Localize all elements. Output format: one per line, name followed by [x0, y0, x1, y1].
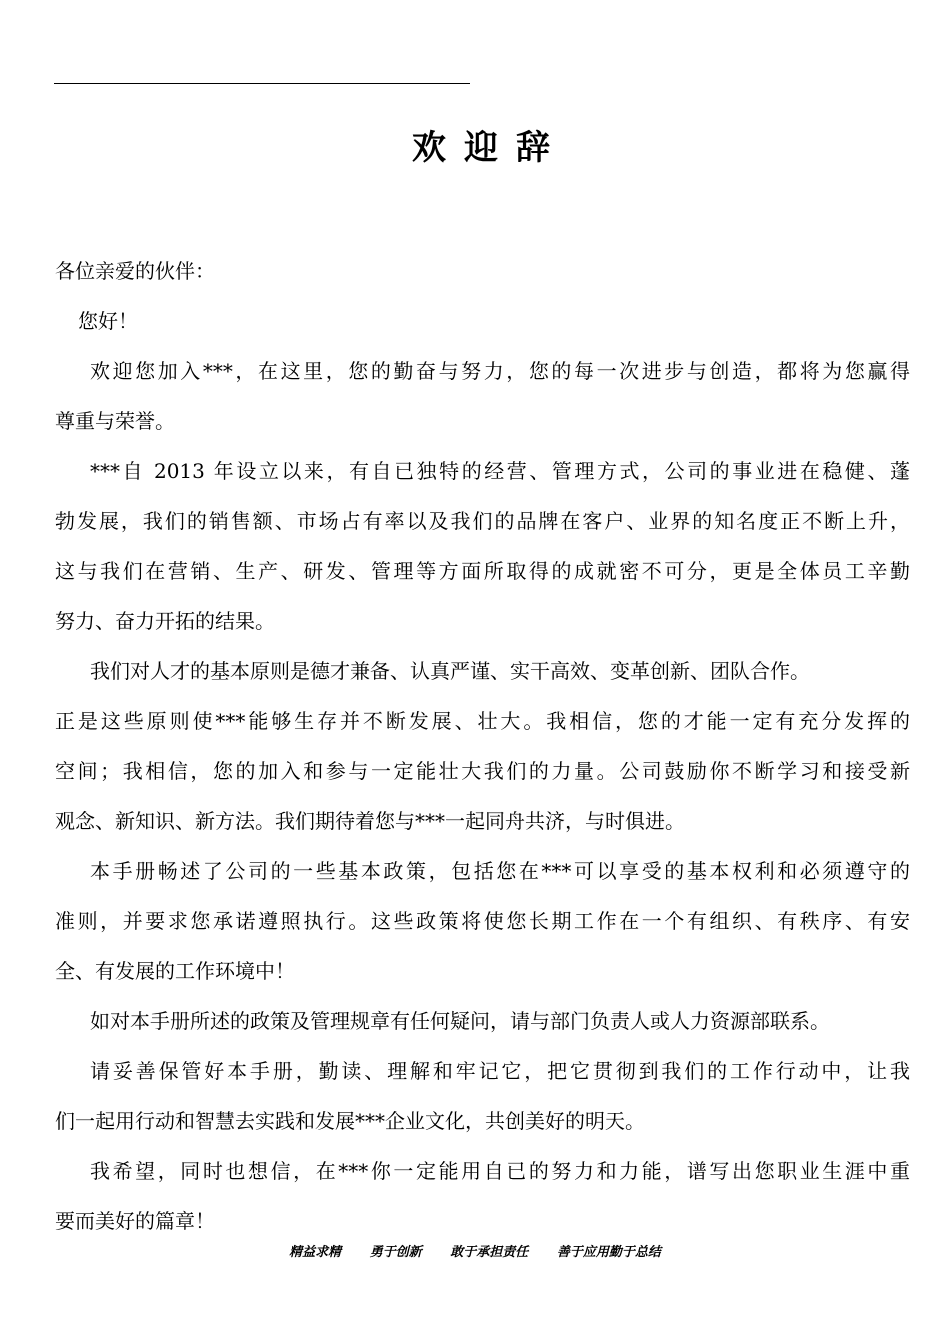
document-title: 欢迎辞: [412, 128, 568, 168]
paragraph-3-line-2: 正是这些原则使***能够生存并不断发展、壮大。我相信，您的才能一定有充分发挥的: [55, 709, 910, 733]
paragraph-4-line-3: 全、有发展的工作环境中！: [55, 959, 295, 983]
paragraph-3-line-1: 我们对人才的基本原则是德才兼备、认真严谨、实干高效、变革创新、团队合作。: [90, 659, 810, 683]
salutation: 您好！: [78, 309, 138, 333]
paragraph-6-line-2: 们一起用行动和智慧去实践和发展***企业文化，共创美好的明天。: [55, 1109, 645, 1133]
paragraph-3-line-4: 观念、新知识、新方法。我们期待着您与***一起同舟共济，与时俱进。: [55, 809, 685, 833]
paragraph-2-line-4: 努力、奋力开拓的结果。: [55, 609, 275, 633]
paragraph-2-line-3: 这与我们在营销、生产、研发、管理等方面所取得的成就密不可分，更是全体员工辛勤: [55, 559, 910, 583]
paragraph-1-line-1: 欢迎您加入***，在这里，您的勤奋与努力，您的每一次进步与创造，都将为您赢得: [90, 359, 910, 383]
paragraph-1-line-2: 尊重与荣誉。: [55, 409, 175, 433]
paragraph-6-line-1: 请妥善保管好本手册，勤读、理解和牢记它，把它贯彻到我们的工作行动中，让我: [90, 1059, 910, 1083]
header-rule: [54, 83, 470, 84]
motto-item: 精益求精: [289, 1245, 342, 1260]
paragraph-5-line-1: 如对本手册所述的政策及管理规章有任何疑问，请与部门负责人或人力资源部联系。: [90, 1009, 830, 1033]
paragraph-7-line-1: 我希望，同时也想信，在***你一定能用自已的努力和力能，谱写出您职业生涯中重: [90, 1159, 910, 1183]
paragraph-3-line-3: 空间；我相信，您的加入和参与一定能壮大我们的力量。公司鼓励你不断学习和接受新: [55, 759, 910, 783]
motto-item: 敢于承担责任: [450, 1245, 529, 1260]
paragraph-7-line-2: 要而美好的篇章！: [55, 1209, 215, 1233]
motto-item: 勇于创新: [369, 1245, 422, 1260]
paragraph-4-line-1: 本手册畅述了公司的一些基本政策，包括您在***可以享受的基本权利和必须遵守的: [90, 859, 910, 883]
letter-body: [55, 246, 910, 1246]
paragraph-4-line-2: 准则，并要求您承诺遵照执行。这些政策将使您长期工作在一个有组织、有秩序、有安: [55, 909, 910, 933]
motto-item: 善于应用勤于总结: [556, 1245, 661, 1260]
footer-motto: [0, 1241, 950, 1265]
paragraph-2-line-2: 勃发展，我们的销售额、市场占有率以及我们的品牌在客户、业界的知名度正不断上升，: [55, 509, 910, 533]
greeting: 各位亲爱的伙伴：: [55, 259, 215, 283]
paragraph-2-line-1: ***自 2013 年设立以来，有自已独特的经营、管理方式，公司的事业进在稳健、蓬: [90, 459, 910, 483]
